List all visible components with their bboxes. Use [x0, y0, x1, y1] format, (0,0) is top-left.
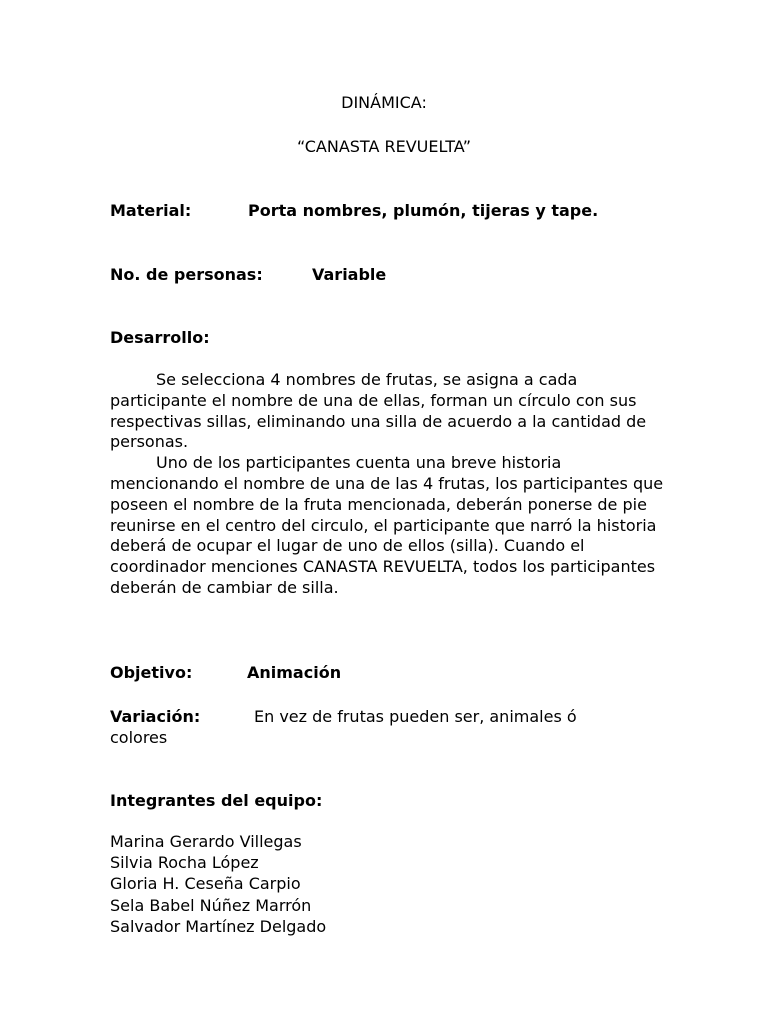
document-title: DINÁMICA: [341, 93, 427, 112]
members-list [110, 831, 326, 937]
variacion-value-continued: colores [110, 728, 168, 747]
variacion-value: En vez de frutas pueden ser, animales ó [254, 707, 577, 726]
member-name: Marina Gerardo Villegas [110, 832, 302, 851]
desarrollo-label: Desarrollo: [110, 328, 210, 347]
desarrollo-paragraph: Se selecciona 4 nombres de frutas, se asigna a cada participante el nombre de una de ellas, forman un círculo con sus respectivas sillas, eliminando una silla de acuerdo a la cantidad de personas. [110, 370, 647, 452]
personas-value: Variable [312, 265, 387, 284]
member-name: Gloria H. Ceseña Carpio [110, 874, 301, 894]
member-name: Silvia Rocha López [110, 853, 259, 873]
member-name: Salvador Martínez Delgado [110, 916, 327, 936]
member-name: Sela Babel Núñez Marrón [110, 895, 312, 915]
objetivo-value: Animación [247, 663, 342, 682]
material-value: Porta nombres, plumón, tijeras y tape. [248, 201, 599, 220]
desarrollo-body [110, 370, 670, 599]
desarrollo-paragraph: Uno de los participantes cuenta una breve historia mencionando el nombre de una de las 4 frutas, los participantes que poseen el nombre de la fruta mencionada, deberán ponerse de pie reunirse en el centro del circulo, el participante que narró la historia deberá de ocupar el lugar de uno de ellos (silla). Cuando el coordinador menciones CANASTA REVUELTA, todos los participantes deberán de cambiar de silla. [110, 453, 664, 597]
personas-label: No. de personas: [110, 265, 263, 284]
document-subtitle: “CANASTA REVUELTA” [297, 137, 471, 156]
objetivo-label: Objetivo: [110, 663, 193, 682]
integrantes-label: Integrantes del equipo: [110, 791, 323, 810]
variacion-label: Variación: [110, 707, 201, 726]
material-label: Material: [110, 201, 192, 220]
